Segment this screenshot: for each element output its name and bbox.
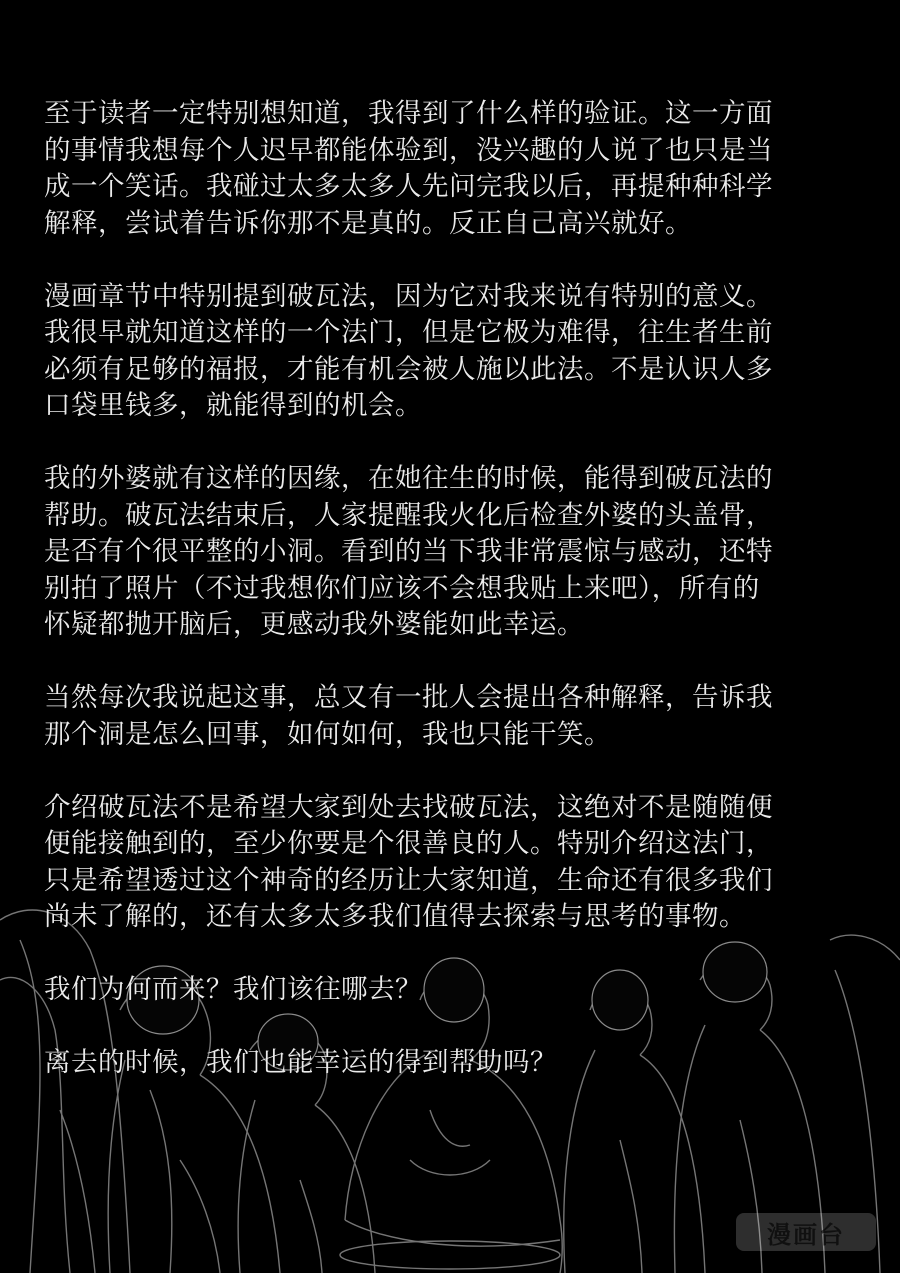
watermark-text: 漫画台 [767,1220,845,1249]
article-text [44,96,856,1118]
paragraph: 当然每次我说起这事，总又有一批人会提出各种解释，告诉我 那个洞是怎么回事，如何如何，我也只能干笑。 [44,682,773,750]
paragraph: 我们为何而来？我们该往哪去？ [44,974,422,1005]
paragraph: 至于读者一定特别想知道，我得到了什么样的验证。这一方面 的事情我想每个人迟早都能体验到，没兴趣的人说了也只是当 成一个笑话。我碰过太多太多人先问完我以后，再提种种科学 解释，尝试着告诉你那不是真的。反正自己高兴就好。 [44,98,773,239]
paragraph: 离去的时候，我们也能幸运的得到帮助吗？ [44,1047,557,1078]
paragraph: 介绍破瓦法不是希望大家到处去找破瓦法，这绝对不是随随便 便能接触到的，至少你要是个很善良的人。特别介绍这法门， 只是希望透过这个神奇的经历让大家知道，生命还有很多我们 尚未了解的，还有太多太多我们值得去探索与思考的事物。 [44,791,773,932]
paragraph: 我的外婆就有这样的因缘，在她往生的时候，能得到破瓦法的 帮助。破瓦法结束后，人家提醒我火化后检查外婆的头盖骨， 是否有个很平整的小洞。看到的当下我非常震惊与感动，还特 别拍了照片（不过我想你们应该不会想我贴上来吧），所有的 怀疑都抛开脑后，更感动我外婆能如此幸运。 [44,463,773,640]
paragraph: 漫画章节中特别提到破瓦法，因为它对我来说有特别的意义。 我很早就知道这样的一个法门，但是它极为难得，往生者生前 必须有足够的福报，才能有机会被人施以此法。不是认识人多 口袋里钱多，就能得到的机会。 [44,280,773,421]
watermark-logo [736,1213,876,1251]
